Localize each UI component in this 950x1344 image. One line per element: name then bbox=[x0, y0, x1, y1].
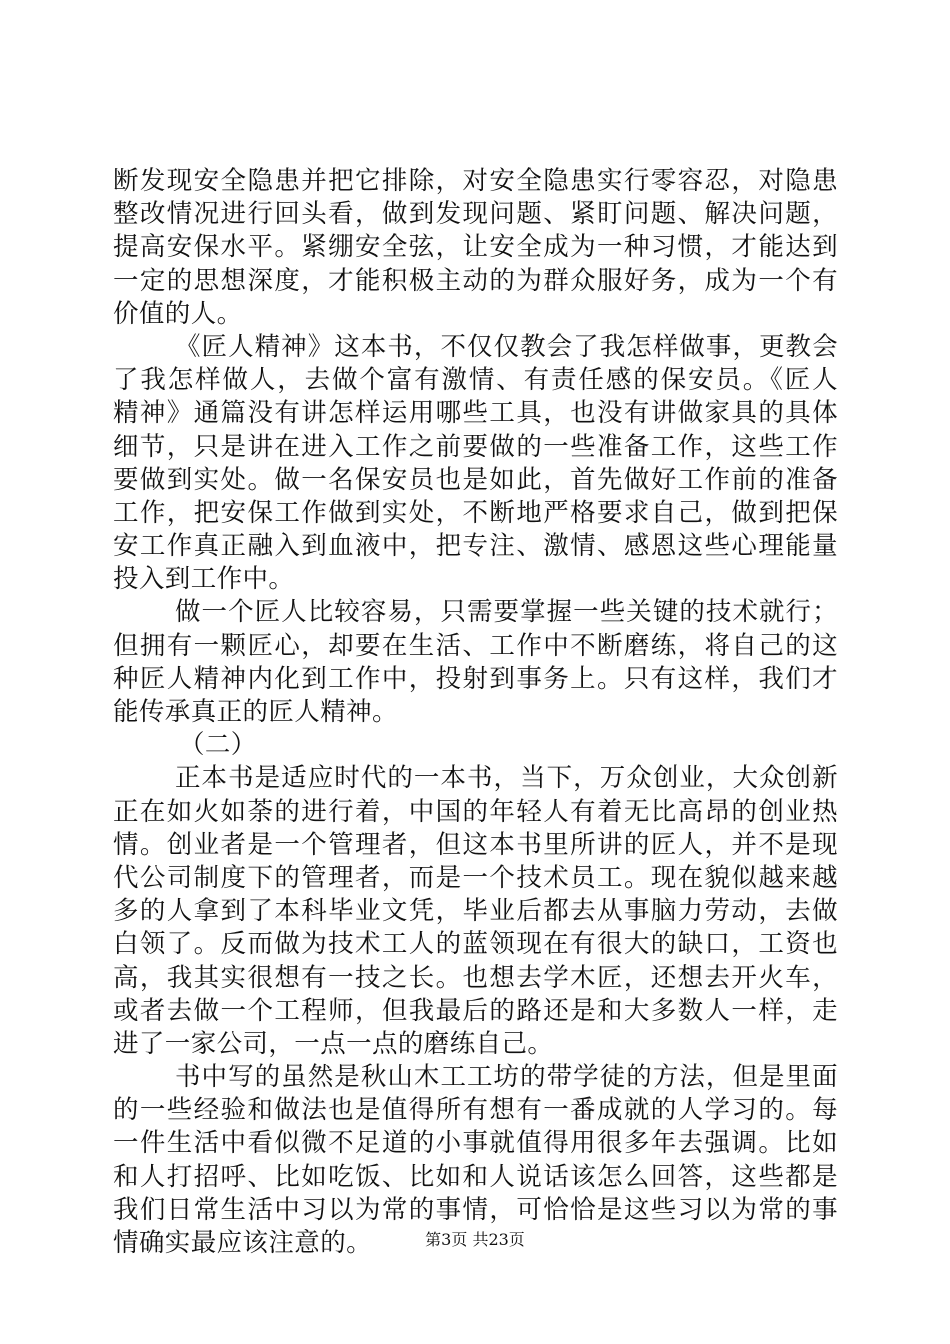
text-line: 断发现安全隐患并把它排除，对安全隐患实行零容忍，对隐患 bbox=[113, 166, 838, 196]
text-line: 白领了。反而做为技术工人的蓝领现在有很大的缺口，工资也 bbox=[113, 929, 838, 960]
text-line: 投入到工作中。 bbox=[113, 564, 295, 595]
text-line: 但拥有一颗匠心，却要在生活、工作中不断磨练，将自己的这 bbox=[113, 630, 838, 661]
section-heading: （二） bbox=[179, 730, 257, 761]
text-line: 一件生活中看似微不足道的小事就值得用很多年去强调。比如 bbox=[113, 1128, 838, 1159]
text-line: 我们日常生活中习以为常的事情，可恰恰是这些习以为常的事 bbox=[113, 1194, 838, 1225]
text-line: 情。创业者是一个管理者，但这本书里所讲的匠人，并不是现 bbox=[113, 829, 838, 860]
text-line: 情确实最应该注意的。 bbox=[113, 1228, 373, 1258]
text-line: 的一些经验和做法也是值得所有想有一番成就的人学习的。每 bbox=[113, 1095, 838, 1126]
document-body bbox=[113, 165, 838, 1260]
text-line: 多的人拿到了本科毕业文凭，毕业后都去从事脑力劳动，去做 bbox=[113, 896, 838, 927]
text-line: 提高安保水平。紧绷安全弦，让安全成为一种习惯，才能达到 bbox=[113, 232, 838, 263]
text-line: 做一个匠人比较容易，只需要掌握一些关键的技术就行； bbox=[175, 597, 838, 628]
text-line: 代公司制度下的管理者，而是一个技术员工。现在貌似越来越 bbox=[113, 862, 838, 893]
text-line: 或者去做一个工程师，但我最后的路还是和大多数人一样，走 bbox=[113, 995, 838, 1026]
text-line: 细节，只是讲在进入工作之前要做的一些准备工作，这些工作 bbox=[113, 431, 838, 462]
page-footer: 第3页 共23页 bbox=[425, 1230, 525, 1249]
text-line: 高，我其实很想有一技之长。也想去学木匠，还想去开火车， bbox=[113, 962, 838, 993]
text-line: 能传承真正的匠人精神。 bbox=[113, 697, 398, 727]
text-line: 正在如火如荼的进行着，中国的年轻人有着无比高昂的创业热 bbox=[113, 796, 838, 827]
text-line: 了我怎样做人，去做个富有激情、有责任感的保安员。《匠人 bbox=[113, 365, 838, 396]
text-line: 种匠人精神内化到工作中，投射到事务上。只有这样，我们才 bbox=[113, 663, 838, 694]
text-line: 要做到实处。做一名保安员也是如此，首先做好工作前的准备 bbox=[113, 464, 838, 495]
text-line: 进了一家公司，一点一点的磨练自己。 bbox=[113, 1028, 554, 1059]
text-line: 书中写的虽然是秋山木工工坊的带学徒的方法，但是里面 bbox=[175, 1062, 838, 1093]
text-line: 工作，把安保工作做到实处，不断地严格要求自己，做到把保 bbox=[113, 497, 838, 528]
text-line: 精神》通篇没有讲怎样运用哪些工具，也没有讲做家具的具体 bbox=[113, 398, 838, 429]
text-line: 一定的思想深度，才能积极主动的为群众服好务，成为一个有 bbox=[113, 265, 838, 296]
text-line: 价值的人。 bbox=[113, 298, 243, 329]
text-line: 安工作真正融入到血液中，把专注、激情、感恩这些心理能量 bbox=[113, 531, 838, 562]
text-line: 和人打招呼、比如吃饭、比如和人说话该怎么回答，这些都是 bbox=[113, 1161, 838, 1192]
text-line: 《匠人精神》这本书，不仅仅教会了我怎样做事，更教会 bbox=[175, 331, 838, 362]
text-line: 正本书是适应时代的一本书，当下，万众创业，大众创新 bbox=[175, 763, 838, 794]
text-line: 整改情况进行回头看，做到发现问题、紧盯问题、解决问题， bbox=[113, 199, 838, 230]
